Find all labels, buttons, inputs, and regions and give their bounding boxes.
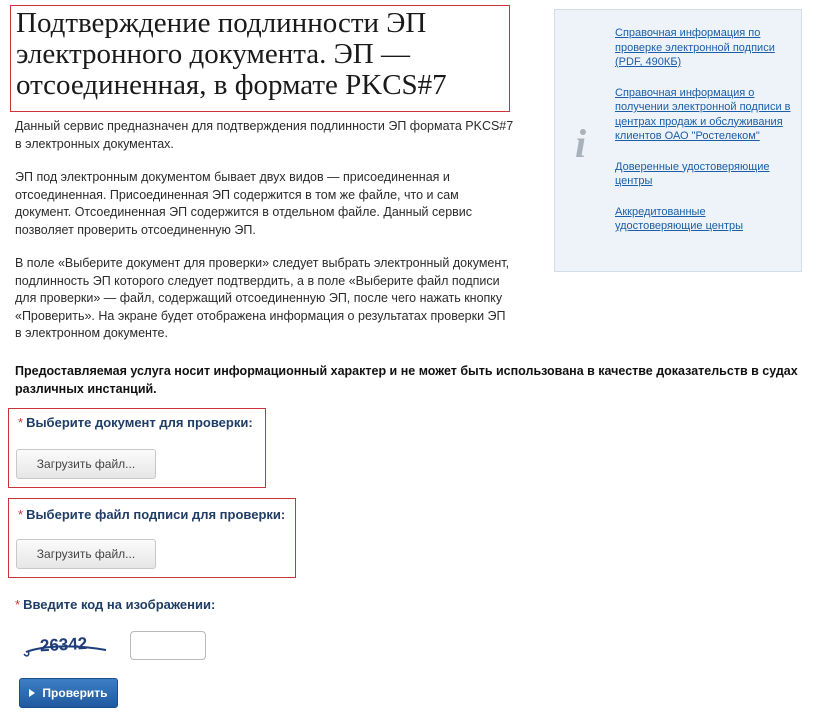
link-signature-verification-help[interactable]: Справочная информация по проверке электронной подписи (PDF, 490КБ) <box>615 27 775 68</box>
captcha-image <box>22 628 112 664</box>
document-label-text: Выберите документ для проверки: <box>26 415 253 430</box>
captcha-input[interactable] <box>130 631 206 660</box>
link-accredited-cas[interactable]: Аккредитованные удостоверяющие центры <box>615 205 744 232</box>
legal-notice: Предоставляемая услуга носит информационный характер и не может быть использована в качестве доказательств в судах различных инстанций. <box>15 364 798 396</box>
link-obtaining-signature-help[interactable]: Справочная информация о получении электронной подписи в центрах продаж и обслуживания клиентов ОАО "Ростелеком" <box>615 86 791 142</box>
intro-text <box>15 118 515 359</box>
upload-signature-button[interactable]: Загрузить файл... <box>16 539 156 569</box>
captcha-label-text: Введите код на изображении: <box>23 597 216 612</box>
signature-upload-label <box>18 507 285 522</box>
info-panel <box>554 9 802 272</box>
info-links <box>615 26 795 250</box>
intro-paragraph: ЭП под электронным документом бывает двух видов — присоединенная и отсоединенная. Присоединенная ЭП содержится в том же файле, что и сам документ. Отсоединенная ЭП содержится в отдельном файле. Данный сервис позволяет проверить отсоединенную ЭП. <box>15 170 473 237</box>
intro-paragraph: Данный сервис предназначен для подтверждения подлинности ЭП формата PKCS#7 в электронных документах. <box>15 119 514 151</box>
signature-label-text: Выберите файл подписи для проверки: <box>26 507 286 522</box>
page-title: Подтверждение подлинности ЭП электронного документа. ЭП — отсоединенная, в формате PKCS#7 <box>16 7 447 101</box>
check-button[interactable] <box>19 678 118 708</box>
document-upload-label <box>18 415 253 430</box>
check-button-label: Проверить <box>42 686 108 700</box>
intro-paragraph: В поле «Выберите документ для проверки» следует выбрать электронный документ, подлинность ЭП которого следует подтвердить, а в поле «Выберите файл подписи для проверки» — файл, содержащий отсоединенную ЭП, после чего нажать кнопку «Проверить». На экране будет отображена информация о результатах проверки ЭП в электронном документе. <box>15 256 510 340</box>
required-mark: * <box>18 507 24 522</box>
play-arrow-icon <box>29 689 35 697</box>
link-trusted-cas[interactable]: Доверенные удостоверяющие центры <box>615 160 770 187</box>
required-mark: * <box>15 597 21 612</box>
signature-upload-frame <box>8 498 296 578</box>
required-mark: * <box>18 415 24 430</box>
captcha-label <box>15 597 215 612</box>
info-icon: i <box>575 121 587 166</box>
upload-document-button[interactable]: Загрузить файл... <box>16 449 156 479</box>
captcha-code-text: 26342 <box>39 633 88 656</box>
document-upload-frame <box>8 408 266 488</box>
